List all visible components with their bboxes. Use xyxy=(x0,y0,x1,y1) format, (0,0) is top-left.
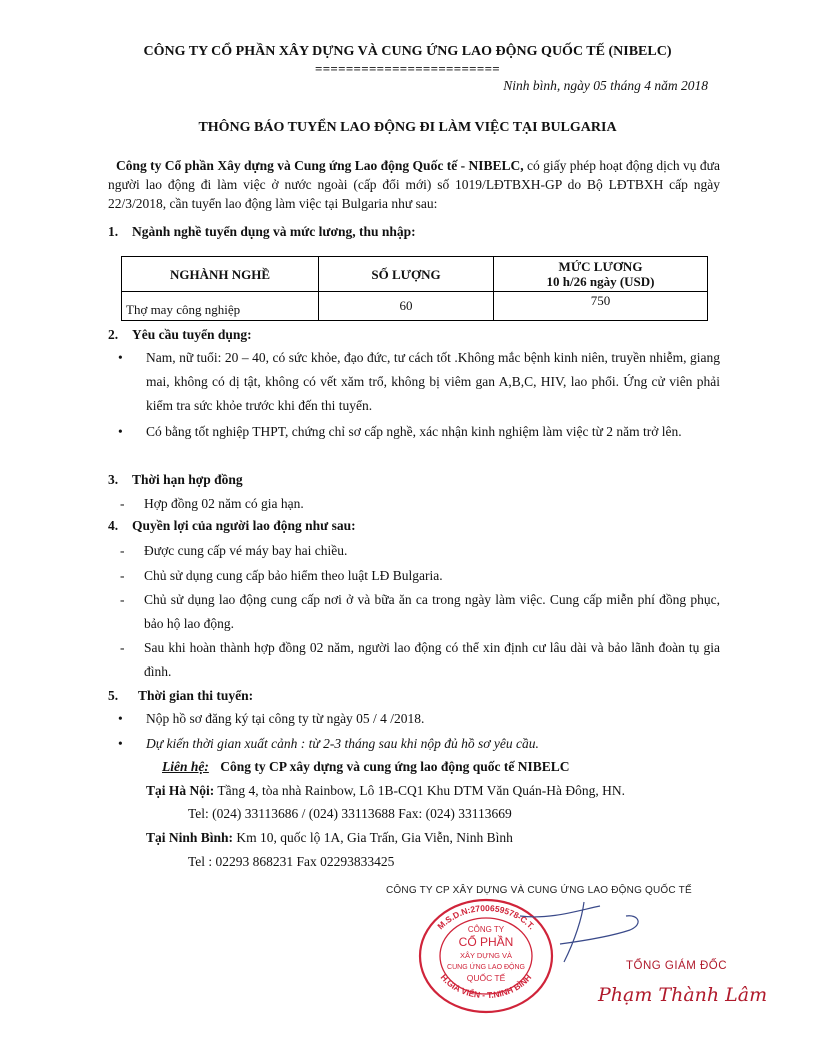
section-2-heading xyxy=(108,325,252,345)
bullet-icon: • xyxy=(118,736,123,751)
list-item: • Nam, nữ tuổi: 20 – 40, có sức khỏe, đạo đức, tư cách tốt .Không mắc bệnh kinh niên, truyền nhiễm, giang mai, không có dị tật, không có vết xăm trổ, không bị viêm gan A,B,C, HIV, lao phổi. Ứng cử viên phải kiểm tra sức khỏe trước khi đến thi tuyển. xyxy=(146,346,720,418)
dash-icon: - xyxy=(120,568,125,583)
intro-text: có giấy phép hoạt động dịch vụ đưa người lao động đi làm việc ở nước ngoài (cấp đổi mới) số 1019/LĐTBXH-GP do Bộ LĐTBXH cấp ngày 22/3/2018, cần tuyển lao động làm việc tại Bulgaria như sau: xyxy=(108,158,720,211)
list-item: • Nộp hồ sơ đăng ký tại công ty từ ngày 05 / 4 /2018. xyxy=(146,707,720,731)
cell-job: Thợ may công nghiệp xyxy=(122,292,319,321)
ninhbinh-address: Km 10, quốc lộ 1A, Gia Trấn, Gia Viễn, Ninh Bình xyxy=(233,830,513,845)
header-qty: SỐ LƯỢNG xyxy=(319,257,494,292)
hanoi-address: Tầng 4, tòa nhà Rainbow, Lô 1B-CQ1 Khu DTM Văn Quán-Hà Đông, HN. xyxy=(214,783,625,798)
notice-title: THÔNG BÁO TUYỂN LAO ĐỘNG ĐI LÀM VIỆC TẠI BULGARIA xyxy=(198,120,617,135)
dash-icon: - xyxy=(120,496,125,511)
header-salary-sub: 10 h/26 ngày (USD) xyxy=(546,274,655,289)
contact-hanoi xyxy=(146,780,625,802)
stamp-line: CỔ PHẦN xyxy=(458,935,514,949)
table-header-row xyxy=(122,257,708,292)
bullet-icon: • xyxy=(118,350,123,365)
list-item: - Chủ sử dụng cung cấp bảo hiểm theo luật LĐ Bulgaria. xyxy=(144,564,720,588)
date-line: Ninh bình, ngày 05 tháng 4 năm 2018 xyxy=(503,78,708,93)
intro-paragraph xyxy=(108,156,720,213)
bullet-icon: • xyxy=(118,424,123,439)
section-4-number: 4. xyxy=(108,518,119,533)
contact-company: Công ty CP xây dựng và cung ứng lao động quốc tế NIBELC xyxy=(220,759,570,774)
hanoi-label: Tại Hà Nội: xyxy=(146,783,215,798)
section-2-number: 2. xyxy=(108,327,119,342)
section-3-number: 3. xyxy=(108,472,119,487)
header-salary xyxy=(494,257,708,292)
header-salary-title: MỨC LƯƠNG xyxy=(558,259,643,274)
section-4-heading xyxy=(108,516,356,536)
header-job: NGHÀNH NGHỀ xyxy=(122,257,319,292)
list-item: - Được cung cấp vé máy bay hai chiều. xyxy=(144,539,720,563)
section-5-number: 5. xyxy=(108,688,119,703)
ninhbinh-label: Tại Ninh Bình: xyxy=(146,830,234,845)
stamp-ring-bottom: H.GIA VIỄN - T.NINH BÌNH xyxy=(438,972,534,1001)
contact-label: Liên hệ: xyxy=(162,759,209,774)
table-row xyxy=(122,292,708,321)
dash-icon: - xyxy=(120,543,125,558)
cell-qty: 60 xyxy=(319,292,494,321)
stamp-ring-top: M.S.D.N:2700659578-C.T. xyxy=(435,902,537,932)
signature-company: CÔNG TY CP XÂY DỰNG VÀ CUNG ỨNG LAO ĐỘNG QUỐC TẾ xyxy=(386,885,692,896)
list-item: • Có bằng tốt nghiệp THPT, chứng chỉ sơ cấp nghề, xác nhận kinh nghiệm làm việc từ 2 năm trở lên. xyxy=(146,420,720,444)
contact-heading xyxy=(162,756,570,778)
list-item: - Hợp đồng 02 năm có gia hạn. xyxy=(144,492,720,516)
stamp-line: XÂY DỰNG VÀ xyxy=(459,951,513,960)
stamp-line: QUỐC TẾ xyxy=(466,973,506,983)
company-title: CÔNG TY CỔ PHẦN XÂY DỰNG VÀ CUNG ỨNG LAO ĐỘNG QUỐC TẾ (NIBELC) xyxy=(143,44,672,59)
intro-company: Công ty Cổ phần Xây dựng và Cung ứng Lao động Quốc tế - NIBELC, xyxy=(116,158,524,173)
section-5-title: Thời gian thi tuyển: xyxy=(138,688,254,703)
section-5-heading xyxy=(108,686,253,706)
list-item: - Sau khi hoàn thành hợp đồng 02 năm, người lao động có thể xin định cư lâu dài và bảo lãnh đoàn tụ gia đình. xyxy=(144,636,720,684)
section-1-heading xyxy=(108,222,416,242)
stamp-line: CÔNG TY xyxy=(467,925,505,934)
title-separator: ======================== xyxy=(315,61,500,76)
section-2-title: Yêu cầu tuyển dụng: xyxy=(132,327,252,342)
list-item: - Chủ sử dụng lao động cung cấp nơi ở và bữa ăn ca trong ngày làm việc. Cung cấp miễn phí đồng phục, bảo hộ lao động. xyxy=(144,588,720,636)
signature-role: TỔNG GIÁM ĐỐC xyxy=(626,960,728,972)
jobs-table xyxy=(121,256,708,321)
section-4-title: Quyền lợi của người lao động như sau: xyxy=(132,518,356,533)
hanoi-phone: Tel: (024) 33113686 / (024) 33113688 Fax: (024) 33113669 xyxy=(188,806,512,821)
section-1-title: Ngành nghề tuyển dụng và mức lương, thu nhập: xyxy=(132,224,416,239)
section-3-heading xyxy=(108,470,243,490)
section-3-title: Thời hạn hợp đồng xyxy=(132,472,243,487)
list-item: • Dự kiến thời gian xuất cảnh : từ 2-3 tháng sau khi nộp đủ hồ sơ yêu cầu. xyxy=(146,732,720,756)
contact-ninhbinh xyxy=(146,827,513,849)
stamp-line: CUNG ỨNG LAO ĐỘNG xyxy=(447,964,525,971)
signature-name: Phạm Thành Lâm xyxy=(598,984,768,1006)
ninhbinh-phone: Tel : 02293 868231 Fax 02293833425 xyxy=(188,854,395,869)
section-1-number: 1. xyxy=(108,224,119,239)
cell-salary: 750 xyxy=(494,292,708,321)
dash-icon: - xyxy=(120,640,125,655)
dash-icon: - xyxy=(120,592,125,607)
bullet-icon: • xyxy=(118,711,123,726)
